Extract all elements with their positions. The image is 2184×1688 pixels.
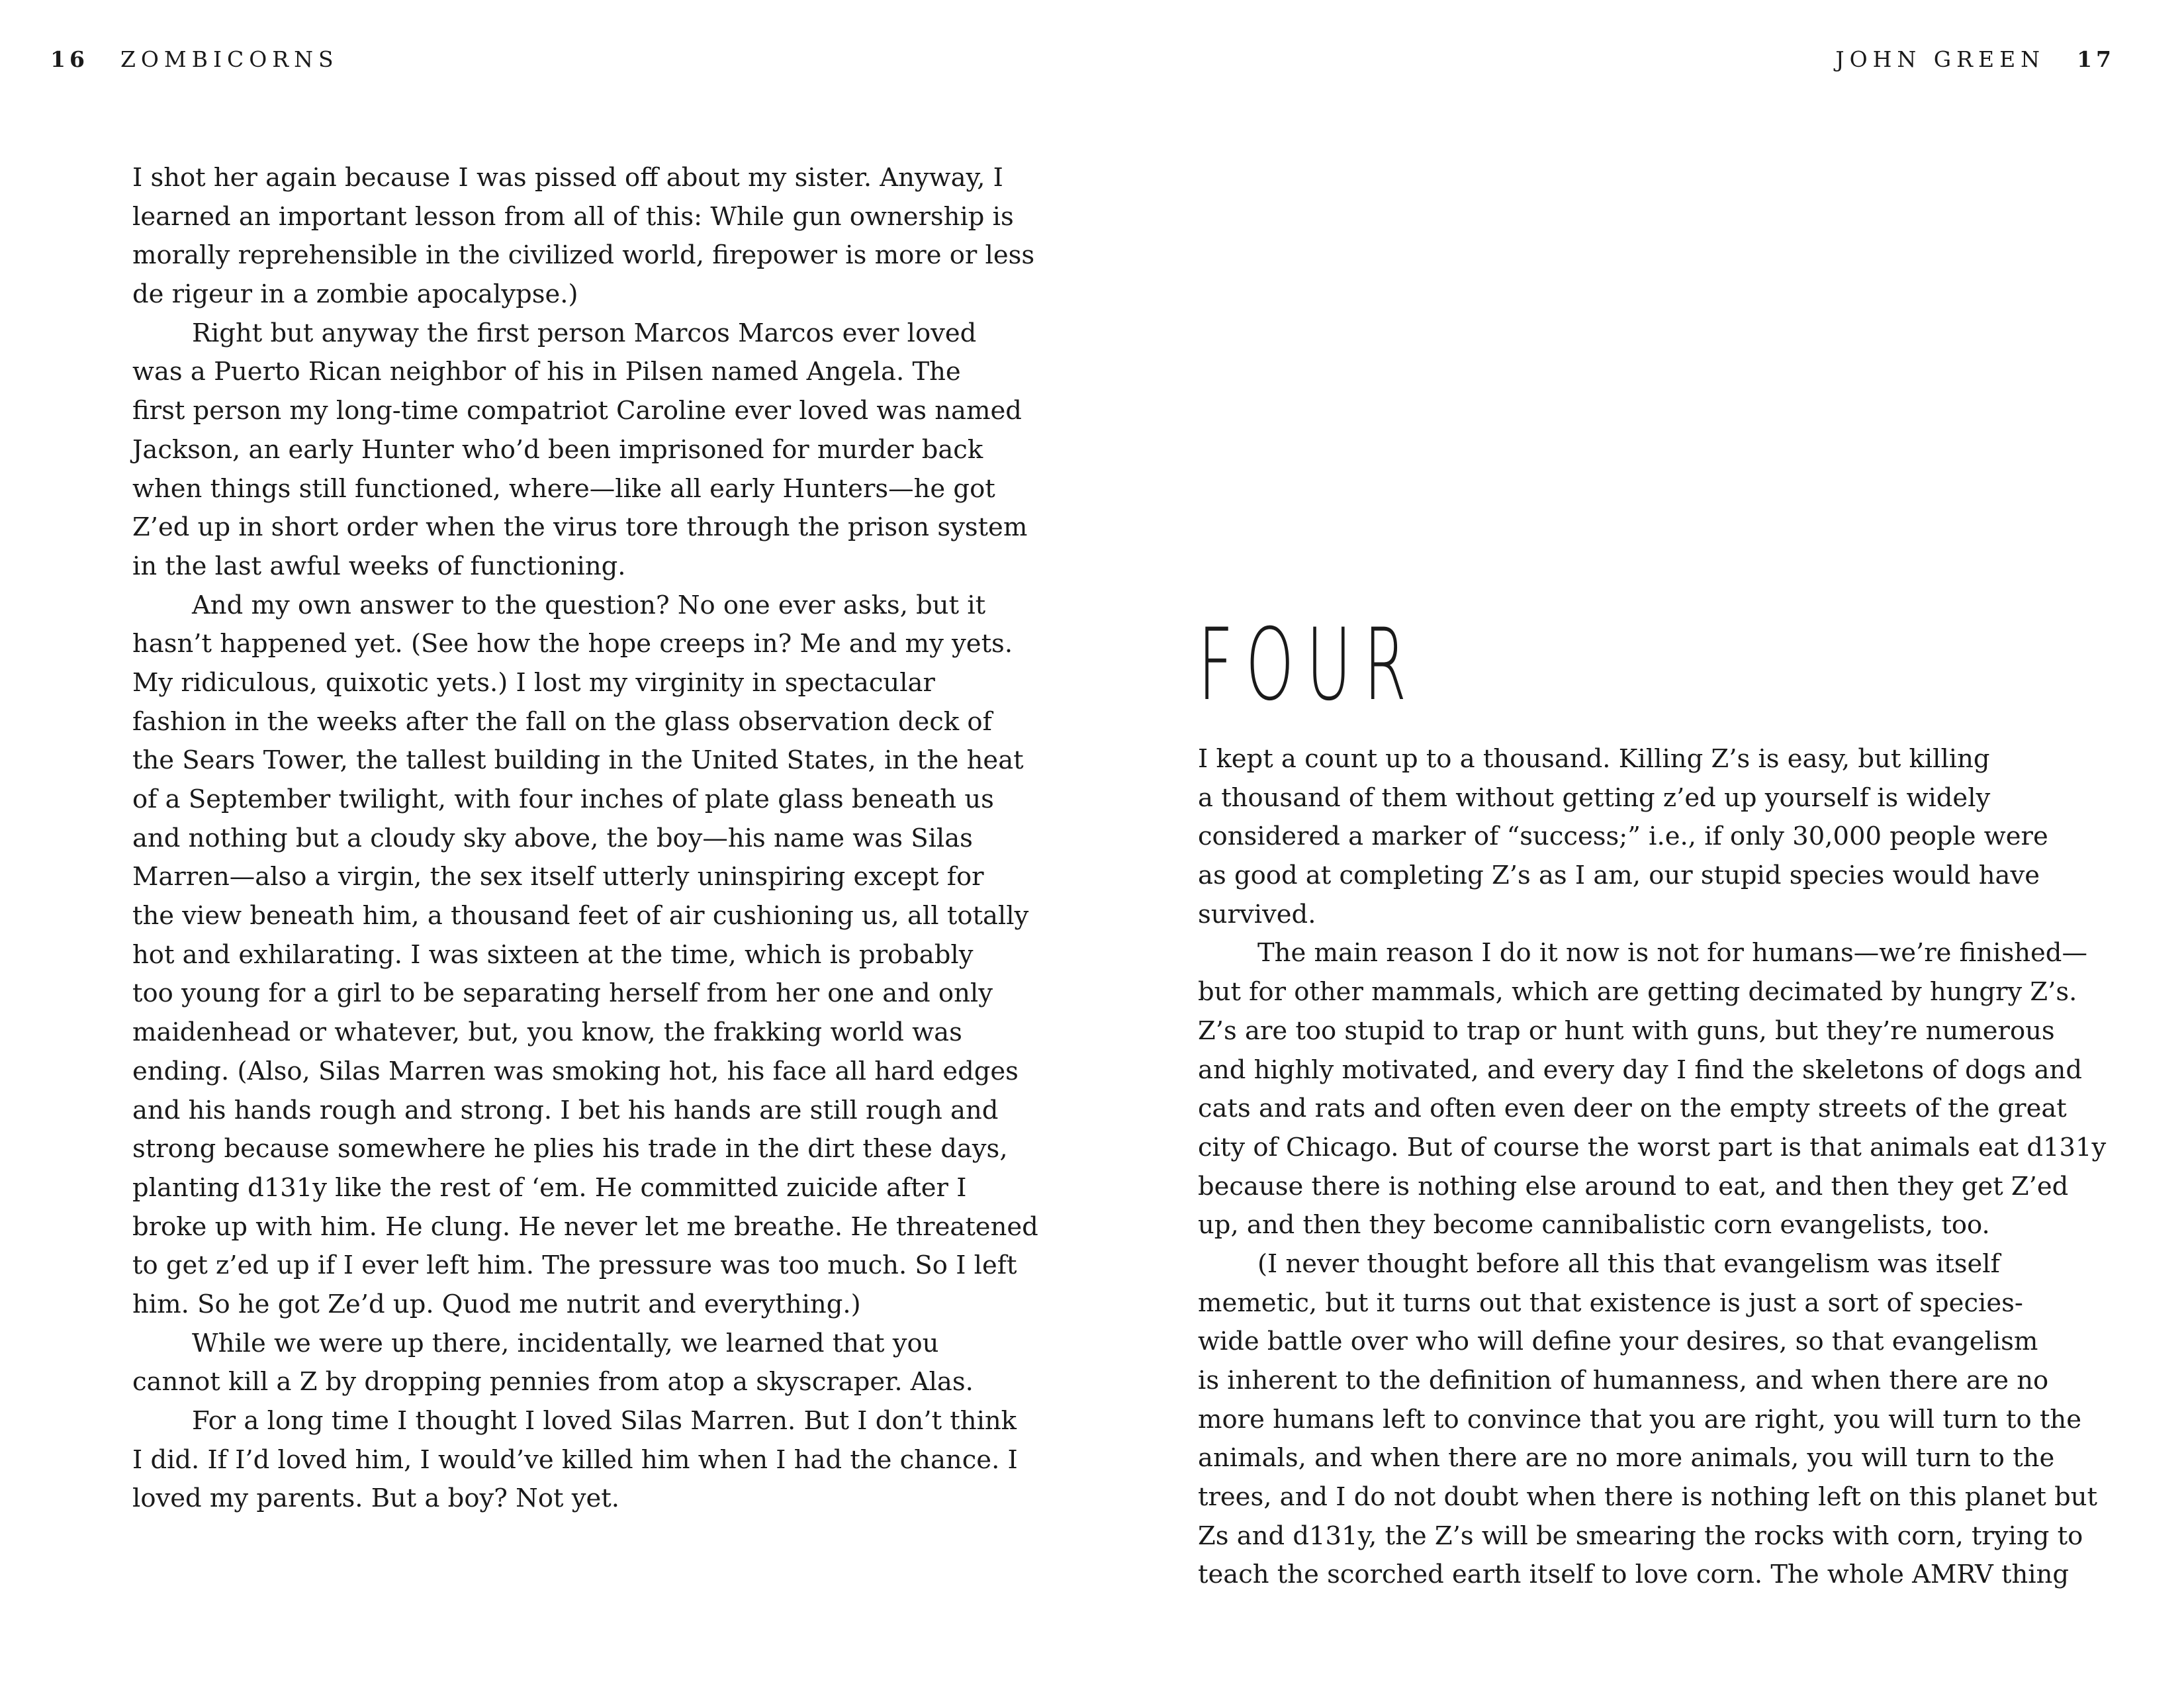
text-line: And my own answer to the question? No one ever asks, but it bbox=[192, 590, 986, 620]
text-line: but for other mammals, which are getting decimated by hungry Z’s. bbox=[1198, 977, 2077, 1008]
text-line: morally reprehensible in the civilized world, firepower is more or less bbox=[132, 240, 1035, 271]
text-line: is inherent to the definition of humanness, and when there are no bbox=[1198, 1366, 2049, 1395]
text-line: of a September twilight, with four inches of plate glass beneath us bbox=[132, 784, 994, 814]
text-line: considered a marker of “success;” i.e., if only 30,000 people were bbox=[1198, 821, 2048, 852]
text-line: Jackson, an early Hunter who’d been imprisoned for murder back bbox=[132, 434, 983, 465]
text-line: de rigeur in a zombie apocalypse.) bbox=[132, 279, 578, 310]
right-running-head bbox=[1835, 46, 2115, 72]
text-line: was a Puerto Rican neighbor of his in Pilsen named Angela. The bbox=[132, 357, 961, 387]
text-line: learned an important lesson from all of this: While gun ownership is bbox=[132, 201, 1014, 232]
left-page-number: 16 bbox=[50, 46, 89, 72]
text-line: the Sears Tower, the tallest building in the United States, in the heat bbox=[132, 745, 1024, 776]
text-line: The main reason I do it now is not for humans—we’re finished— bbox=[1257, 938, 2087, 968]
text-line: more humans left to convince that you are right, you will turn to the bbox=[1198, 1404, 2081, 1434]
text-line: teach the scorched earth itself to love corn. The whole AMRV thing bbox=[1198, 1560, 2070, 1590]
text-line: For a long time I thought I loved Silas Marren. But I don’t think bbox=[192, 1406, 1017, 1436]
text-line: I kept a count up to a thousand. Killing Z’s is easy, but killing bbox=[1198, 744, 1990, 774]
right-page-number: 17 bbox=[2077, 46, 2115, 72]
text-line: first person my long-time compatriot Caroline ever loved was named bbox=[132, 396, 1022, 426]
text-line: to get z’ed up if I ever left him. The pressure was too much. So I left bbox=[132, 1250, 1017, 1281]
text-line: broke up with him. He clung. He never let me breathe. He threatened bbox=[132, 1211, 1038, 1242]
text-line: Right but anyway the first person Marcos Marcos ever loved bbox=[192, 318, 977, 348]
text-line: in the last awful weeks of functioning. bbox=[132, 551, 626, 581]
author-name-header: JOHN GREEN bbox=[1835, 46, 2046, 72]
text-line: and his hands rough and strong. I bet his hands are still rough and bbox=[132, 1095, 999, 1125]
text-line: a thousand of them without getting z’ed up yourself is widely bbox=[1198, 782, 1991, 813]
right-body-text bbox=[1198, 740, 2107, 1595]
text-line: because there is nothing else around to eat, and then they get Z’ed bbox=[1198, 1171, 2069, 1201]
text-line: up, and then they become cannibalistic corn evangelists, too. bbox=[1198, 1210, 1990, 1241]
text-line: survived. bbox=[1198, 899, 1316, 929]
text-line: the view beneath him, a thousand feet of air cushioning us, all totally bbox=[132, 901, 1029, 931]
text-line: maidenhead or whatever, but, you know, the frakking world was bbox=[132, 1017, 962, 1048]
left-body-text bbox=[132, 159, 1038, 1519]
chapter-title: FOUR bbox=[1198, 608, 1419, 723]
text-line: cats and rats and often even deer on the empty streets of the great bbox=[1198, 1094, 2067, 1124]
text-line: My ridiculous, quixotic yets.) I lost my virginity in spectacular bbox=[132, 667, 935, 698]
text-line: wide battle over who will define your desires, so that evangelism bbox=[1198, 1327, 2038, 1357]
text-line: (I never thought before all this that evangelism was itself bbox=[1257, 1248, 2000, 1279]
text-line: cannot kill a Z by dropping pennies from atop a skyscraper. Alas. bbox=[132, 1367, 974, 1397]
text-line: Z’s are too stupid to trap or hunt with guns, but they’re numerous bbox=[1198, 1015, 2055, 1046]
text-line: strong because somewhere he plies his trade in the dirt these days, bbox=[132, 1134, 1008, 1164]
left-running-head bbox=[50, 46, 339, 72]
text-line: trees, and I do not doubt when there is nothing left on this planet but bbox=[1198, 1482, 2098, 1513]
text-line: hot and exhilarating. I was sixteen at the time, which is probably bbox=[132, 939, 974, 970]
text-line: as good at completing Z’s as I am, our stupid species would have bbox=[1198, 861, 2040, 891]
text-line: I shot her again because I was pissed off about my sister. Anyway, I bbox=[132, 163, 1003, 193]
right-page bbox=[1092, 0, 2184, 1688]
text-line: Z’ed up in short order when the virus tore through the prison system bbox=[132, 512, 1028, 543]
text-line: city of Chicago. But of course the worst part is that animals eat d131y bbox=[1198, 1132, 2107, 1162]
book-title-header: ZOMBICORNS bbox=[120, 46, 339, 72]
text-line: I did. If I’d loved him, I would’ve killed him when I had the chance. I bbox=[132, 1444, 1018, 1475]
text-line: too young for a girl to be separating herself from her one and only bbox=[132, 978, 993, 1009]
text-line: and highly motivated, and every day I find the skeletons of dogs and bbox=[1198, 1055, 2082, 1085]
text-line: when things still functioned, where—like all early Hunters—he got bbox=[132, 473, 995, 504]
text-line: ending. (Also, Silas Marren was smoking hot, his face all hard edges bbox=[132, 1056, 1019, 1086]
text-line: fashion in the weeks after the fall on the glass observation deck of bbox=[132, 706, 992, 737]
text-line: hasn’t happened yet. (See how the hope creeps in? Me and my yets. bbox=[132, 629, 1013, 659]
text-line: memetic, but it turns out that existence is just a sort of species- bbox=[1198, 1288, 2023, 1318]
text-line: and nothing but a cloudy sky above, the boy—his name was Silas bbox=[132, 823, 973, 853]
text-line: Marren—also a virgin, the sex itself utterly uninspiring except for bbox=[132, 862, 984, 892]
text-line: planting d131y like the rest of ‘em. He committed zuicide after I bbox=[132, 1172, 967, 1203]
text-line: him. So he got Ze’d up. Quod me nutrit and everything.) bbox=[132, 1289, 861, 1319]
text-line: animals, and when there are no more animals, you will turn to the bbox=[1198, 1443, 2055, 1474]
text-line: While we were up there, incidentally, we learned that you bbox=[192, 1328, 939, 1358]
text-line: Zs and d131y, the Z’s will be smearing the rocks with corn, trying to bbox=[1198, 1521, 2083, 1551]
text-line: loved my parents. But a boy? Not yet. bbox=[132, 1483, 619, 1514]
